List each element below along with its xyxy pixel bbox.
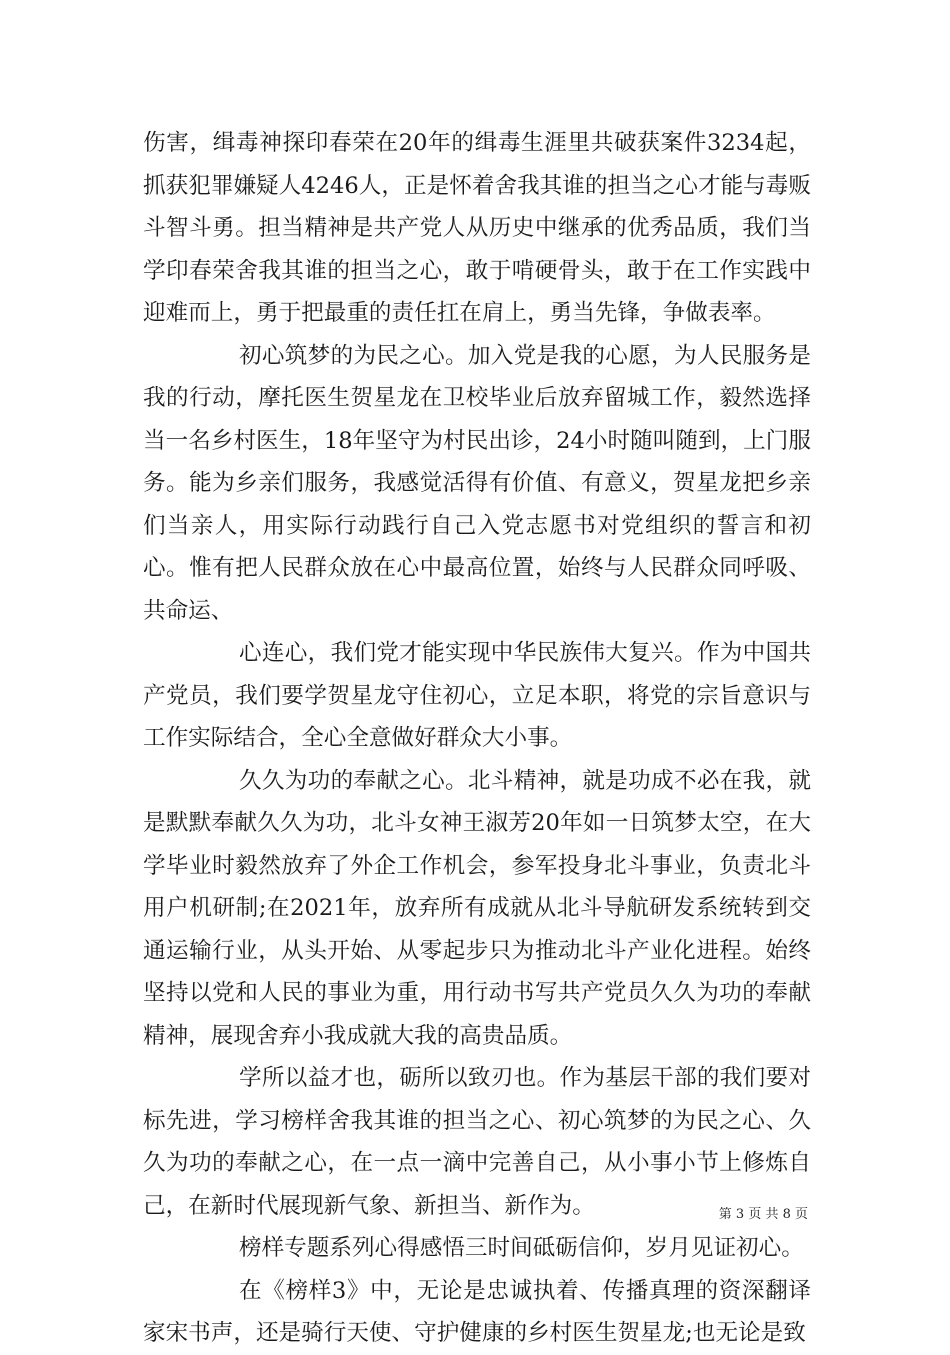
document-body <box>143 122 811 1355</box>
paragraph-3: 心连心，我们党才能实现中华民族伟大复兴。作为中国共产党员，我们要学贺星龙守住初心，立足本职，将党的宗旨意识与工作实际结合，全心全意做好群众大小事。 <box>143 640 811 751</box>
paragraph-1: 伤害，缉毒神探印春荣在20年的缉毒生涯里共破获案件3234起，抓获犯罪嫌疑人4246人，正是怀着舍我其谁的担当之心才能与毒贩斗智斗勇。担当精神是共产党人从历史中继承的优秀品质，我们当学印春荣舍我其谁的担当之心，敢于啃硬骨头，敢于在工作实践中迎难而上，勇于把最重的责任扛在肩上，勇当先锋，争做表率。 <box>143 130 811 326</box>
paragraph-7: 在《榜样3》中，无论是忠诚执着、传播真理的资深翻译家宋书声，还是骑行天使、守护健康的乡村医生贺星龙;也无论是致 <box>143 1277 811 1346</box>
paragraph-5: 学所以益才也，砺所以致刃也。作为基层干部的我们要对标先进，学习榜样舍我其谁的担当之心、初心筑梦的为民之心、久久为功的奉献之心，在一点一滴中完善自己，从小事小节上修炼自己，在新时代展现新气象、新担当、新作为。 <box>143 1065 811 1219</box>
page-number-footer: 第 3 页 共 8 页 <box>718 1207 808 1222</box>
paragraph-2: 初心筑梦的为民之心。加入党是我的心愿，为人民服务是我的行动，摩托医生贺星龙在卫校毕业后放弃留城工作，毅然选择当一名乡村医生，18年坚守为村民出诊，24小时随叫随到，上门服务。能为乡亲们服务，我感觉活得有价值、有意义，贺星龙把乡亲们当亲人，用实际行动践行自己入党志愿书对党组织的誓言和初心。惟有把人民群众放在心中最高位置，始终与人民群众同呼吸、共命运、 <box>143 342 811 624</box>
paragraph-4: 久久为功的奉献之心。北斗精神，就是功成不必在我，就是默默奉献久久为功，北斗女神王淑芳20年如一日筑梦太空，在大学毕业时毅然放弃了外企工作机会，参军投身北斗事业，负责北斗用户机研制;在2021年，放弃所有成就从北斗导航研发系统转到交通运输行业，从头开始、从零起步只为推动北斗产业化进程。始终坚持以党和人民的事业为重，用行动书写共产党员久久为功的奉献精神，展现舍弃小我成就大我的高贵品质。 <box>143 767 811 1049</box>
paragraph-6: 榜样专题系列心得感悟三时间砥砺信仰，岁月见证初心。 <box>239 1235 804 1261</box>
